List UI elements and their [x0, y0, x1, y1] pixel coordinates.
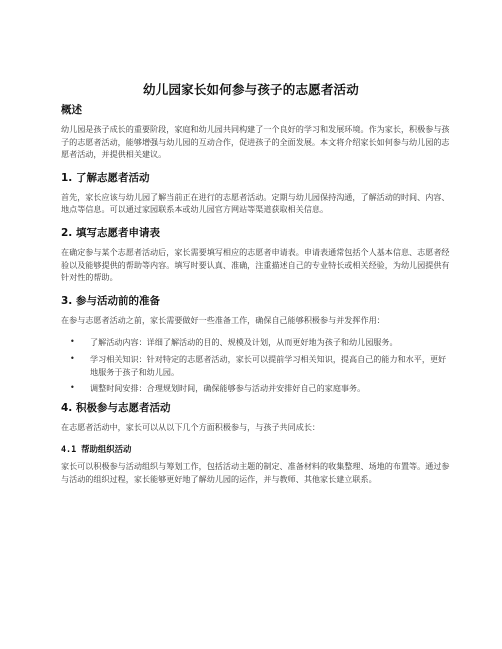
list-item-text: 学习相关知识：针对特定的志愿者活动，家长可以提前学习相关知识，提高自己的能力和水平，更好地服务于孩子和幼儿园。	[90, 353, 447, 377]
bullet-icon: •	[70, 383, 75, 393]
overview-paragraph: 幼儿园是孩子成长的重要阶段，家庭和幼儿园共同构建了一个良好的学习和发展环境。作为家长，积极参与孩子的志愿者活动，能够增强与幼儿园的互动合作，促进孩子的全面发展。本文将介绍家长如何参与幼儿园的志愿者活动，并提供相关建议。	[61, 124, 450, 160]
section-paragraph: 在确定参与某个志愿者活动后，家长需要填写相应的志愿者申请表。申请表通常包括个人基本信息、志愿者经验以及能够提供的帮助等内容。填写时要认真、准确，注重描述自己的专业特长或相关经验，为幼儿园提供有针对性的帮助。	[61, 246, 450, 283]
overview-section	[61, 103, 451, 161]
list-item	[61, 336, 451, 349]
section-paragraph: 在参与志愿者活动之前，家长需要做好一些准备工作，确保自己能够积极参与并发挥作用：	[61, 314, 385, 325]
section-heading: 2. 填写志愿者申请表	[61, 226, 160, 239]
section-preparation	[61, 294, 451, 395]
section-heading: 4. 积极参与志愿者活动	[61, 401, 171, 414]
list-item-text: 调整时间安排：合理规划时间，确保能够参与活动并安排好自己的家庭事务。	[90, 383, 366, 394]
section-heading: 1. 了解志愿者活动	[61, 171, 150, 184]
bullet-icon: •	[70, 337, 75, 347]
list-item	[61, 353, 451, 378]
list-item	[61, 382, 451, 395]
bullet-icon: •	[70, 353, 75, 363]
subsection-heading: 4.1 帮助组织活动	[61, 444, 132, 455]
section-understand-activities	[61, 171, 451, 216]
section-paragraph: 首先，家长应该与幼儿园了解当前正在进行的志愿者活动。定期与幼儿园保持沟通，了解活动的时间、内容、地点等信息。可以通过家园联系本或幼儿园官方网站等渠道获取相关信息。	[61, 191, 450, 215]
subsection-paragraph: 家长可以积极参与活动组织与筹划工作，包括活动主题的制定、准备材料的收集整理、场地的布置等。通过参与活动的组织过程，家长能够更好地了解幼儿园的运作，并与教师、其他家长建立联系。	[61, 461, 450, 484]
document-body	[61, 103, 451, 496]
overview-heading: 概述	[61, 104, 82, 116]
page-title: 幼儿园家长如何参与孩子的志愿者活动	[143, 82, 359, 97]
preparation-list	[61, 336, 451, 394]
section-application-form	[61, 226, 451, 284]
section-heading: 3. 参与活动前的准备	[61, 294, 160, 307]
section-participate	[61, 401, 451, 486]
list-item-text: 了解活动内容：详细了解活动的目的、规模及计划，从而更好地为孩子和幼儿园服务。	[90, 337, 398, 348]
section-paragraph: 在志愿者活动中，家长可以从以下几个方面积极参与，与孩子共同成长：	[61, 421, 321, 432]
